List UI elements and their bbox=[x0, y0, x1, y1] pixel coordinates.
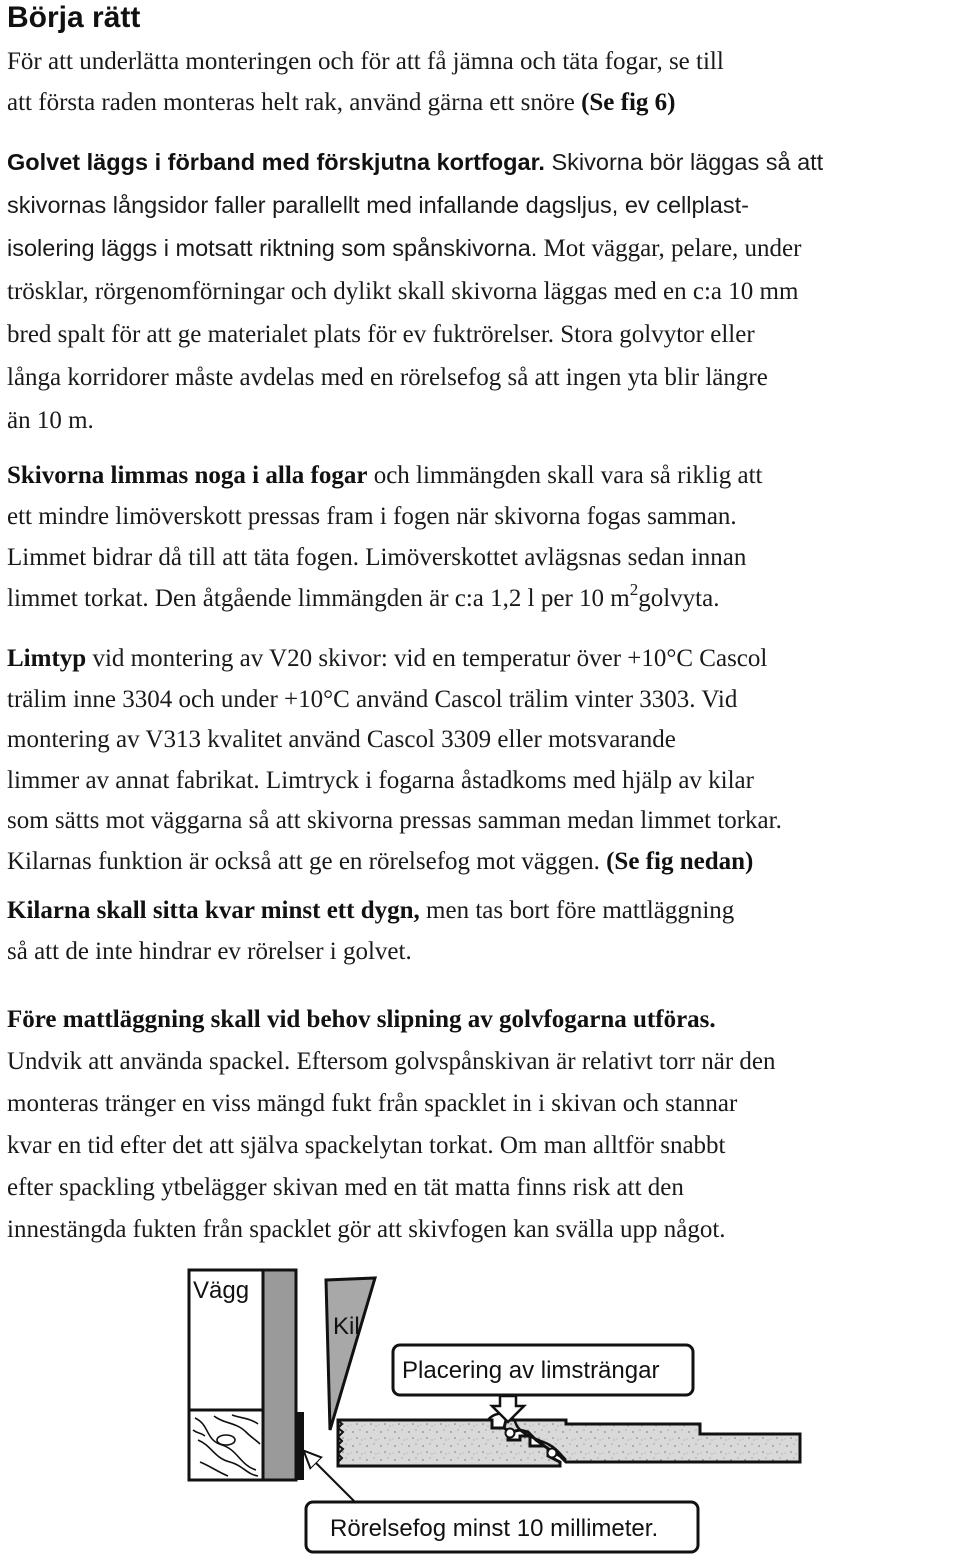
paragraph-laying-pattern bbox=[7, 141, 957, 442]
text-line bbox=[7, 227, 957, 270]
text-line bbox=[7, 890, 957, 931]
text-line: trälim inne 3304 och under +10°C använd Cascol trälim vinter 3303. Vid bbox=[7, 685, 738, 713]
paragraph-gluing bbox=[7, 455, 957, 619]
text-line: Limmet bidrar då till att täta fogen. Limöverskottet avlägsnas sedan innan bbox=[7, 544, 747, 571]
text-run: men tas bort före mattläggning bbox=[419, 897, 735, 924]
text-line bbox=[7, 141, 957, 184]
text-line: kvar en tid efter det att själva spackelytan torkat. Om man alltför snabbt bbox=[7, 1132, 726, 1159]
text-line bbox=[7, 82, 957, 123]
label-wall: Vägg bbox=[193, 1277, 250, 1304]
text-line bbox=[7, 842, 957, 883]
paragraph-wedges bbox=[7, 890, 957, 972]
text-line bbox=[7, 999, 957, 1041]
figure-reference: (Se fig nedan) bbox=[606, 847, 754, 875]
text-run: isolering läggs i motsatt riktning som spånskivorna. bbox=[7, 235, 538, 261]
text-line: montering av V313 kvalitet använd Cascol 3309 eller motsvarande bbox=[7, 726, 676, 753]
bold-lead: Före mattläggning skall vid behov slipning av golvfogarna utföras. bbox=[7, 1006, 716, 1033]
paragraph-glue-type bbox=[7, 639, 957, 882]
text-line: efter spackling ytbelägger skivan med en tät matta finns risk att den bbox=[7, 1174, 684, 1201]
text-run: Skivorna bör läggas så att bbox=[544, 149, 824, 175]
glue-string bbox=[548, 1449, 557, 1458]
glue-string bbox=[506, 1429, 515, 1438]
text-line: än 10 m. bbox=[7, 407, 94, 434]
label-wedge: Kil bbox=[333, 1313, 360, 1340]
wall-wood-grain bbox=[189, 1410, 263, 1480]
label-glue-placement: Placering av limsträngar bbox=[402, 1357, 660, 1384]
text-line: monteras tränger en viss mängd fukt från spacklet in i skivan och stannar bbox=[7, 1090, 738, 1117]
text-run: limmet torkat. Den åtgående limmängden är c:a 1,2 l per 10 m bbox=[7, 585, 630, 612]
text-run: Mot väggar, pelare, under bbox=[537, 235, 802, 262]
text-line: långa korridorer måste avdelas med en rörelsefog så att ingen yta blir längre bbox=[7, 364, 768, 391]
bold-lead: Limtyp bbox=[7, 645, 87, 672]
paragraph-start-straight bbox=[7, 41, 957, 123]
superscript: 2 bbox=[629, 579, 639, 599]
paragraph-sanding bbox=[7, 999, 957, 1251]
wedge-shape bbox=[326, 1278, 375, 1430]
text-line: bred spalt för att ge materialet plats för ev fuktrörelser. Stora golvytor eller bbox=[7, 321, 755, 348]
text-line: så att de inte hindrar ev rörelser i golvet. bbox=[7, 938, 412, 965]
glue-arrow-icon bbox=[492, 1396, 524, 1422]
figure-reference: (Se fig 6) bbox=[581, 89, 676, 116]
text-line: innestängda fukten från spacklet gör att skivfogen kan svälla upp något. bbox=[7, 1216, 726, 1243]
text-line: skivornas långsidor faller parallellt med infallande dagsljus, ev cellplast- bbox=[7, 192, 749, 218]
text-line: Undvik att använda spackel. Eftersom golvspånskivan är relativt torr när den bbox=[7, 1048, 776, 1075]
text-line bbox=[7, 578, 957, 619]
section-heading: Börja rätt bbox=[7, 1, 141, 34]
text-line bbox=[7, 455, 957, 496]
text-run: Kilarnas funktion är också att ge en rörelsefog mot väggen. bbox=[7, 847, 607, 875]
installation-figure bbox=[0, 1250, 960, 1555]
text-line: För att underlätta monteringen och för att få jämna och täta fogar, se till bbox=[7, 48, 724, 75]
text-run: vid montering av V20 skivor: vid en temperatur över +10°C Cascol bbox=[86, 645, 768, 672]
text-line: som sätts mot väggarna så att skivorna pressas samman medan limmet torkar. bbox=[7, 807, 782, 834]
bold-lead: Skivorna limmas noga i alla fogar bbox=[7, 462, 368, 489]
text-run: att första raden monteras helt rak, använd gärna ett snöre bbox=[7, 89, 582, 116]
wall-edge-line bbox=[296, 1412, 304, 1480]
text-line: limmer av annat fabrikat. Limtryck i fogarna åstadkoms med hjälp av kilar bbox=[7, 766, 754, 794]
bold-lead: Golvet läggs i förband med förskjutna kortfogar. bbox=[7, 149, 545, 175]
wall-plaster-strip bbox=[263, 1270, 296, 1480]
text-run: och limmängden skall vara så riklig att bbox=[367, 462, 763, 489]
label-movement-joint: Rörelsefog minst 10 millimeter. bbox=[330, 1515, 659, 1542]
text-line: ett mindre limöverskott pressas fram i fogen när skivorna fogas samman. bbox=[7, 503, 737, 530]
text-run: golvyta. bbox=[638, 585, 720, 612]
text-line: trösklar, rörgenomförningar och dylikt skall skivorna läggas med en c:a 10 mm bbox=[7, 278, 799, 305]
bold-lead: Kilarna skall sitta kvar minst ett dygn, bbox=[7, 897, 420, 924]
text-line bbox=[7, 639, 957, 680]
